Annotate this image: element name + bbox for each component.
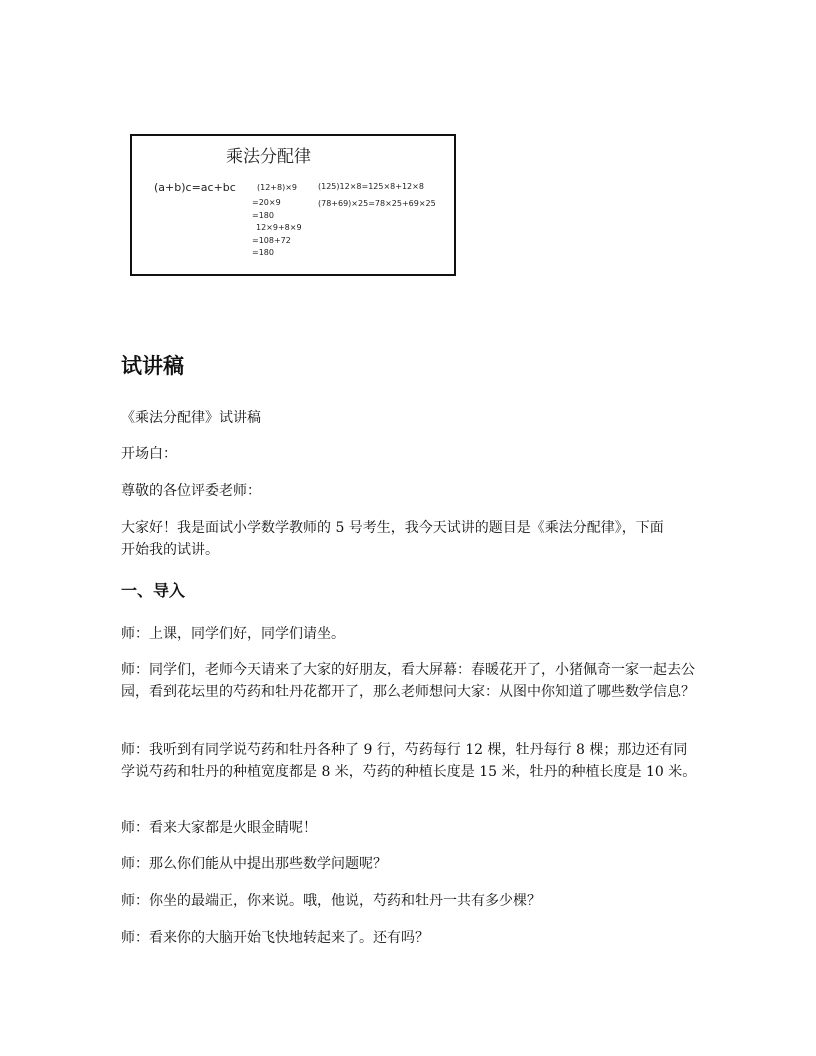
whiteboard-formula: (a+b)c=ac+bc	[154, 181, 236, 194]
whiteboard-line: 12×9+8×9	[256, 223, 302, 232]
greeting: 尊敬的各位评委老师：	[121, 483, 261, 499]
paragraph: 师：上课，同学们好，同学们请坐。	[121, 626, 345, 642]
paragraph: 师：看来你的大脑开始飞快地转起来了。还有吗？	[121, 930, 429, 946]
whiteboard-line: =20×9	[252, 198, 281, 207]
paragraph: 师：同学们，老师今天请来了大家的好朋友，看大屏幕：春暖花开了，小猪佩奇一家一起去公园，看到花坛里的芍药和牡丹花都开了，那么老师想问大家：从图中你知道了哪些数学信息？	[121, 662, 695, 700]
whiteboard-title: 乘法分配律	[226, 147, 311, 167]
document-subtitle: 《乘法分配律》试讲稿	[121, 410, 261, 426]
whiteboard-line: =180	[252, 211, 274, 220]
whiteboard-line: (125)12×8=125×8+12×8	[318, 182, 424, 191]
opening-label: 开场白：	[121, 446, 177, 462]
whiteboard-line: =108+72	[252, 236, 291, 245]
whiteboard-drawing	[132, 136, 454, 274]
section-heading: 一、导入	[121, 581, 186, 600]
intro-paragraph: 大家好！我是面试小学数学教师的 5 号考生，我今天试讲的题目是《乘法分配律》，下面开始我的试讲。	[121, 520, 664, 558]
whiteboard-line: (12+8)×9	[257, 183, 298, 192]
paragraph: 师：我听到有同学说芍药和牡丹各种了 9 行，芍药每行 12 棵，牡丹每行 8 棵；那边还有同学说芍药和牡丹的种植宽度都是 8 米，芍药的种植长度是 15 米，牡丹的种植长度是 10 米。	[121, 742, 697, 780]
paragraph: 师：看来大家都是火眼金睛呢！	[121, 820, 317, 836]
whiteboard-line: (78+69)×25=78×25+69×25	[318, 199, 436, 208]
paragraph: 师：你坐的最端正，你来说。哦，他说，芍药和牡丹一共有多少棵？	[121, 893, 541, 909]
page-title: 试讲稿	[121, 354, 184, 378]
paragraph: 师：那么你们能从中提出那些数学问题呢？	[121, 856, 387, 872]
whiteboard-line: =180	[252, 248, 274, 257]
whiteboard-image	[130, 134, 456, 276]
